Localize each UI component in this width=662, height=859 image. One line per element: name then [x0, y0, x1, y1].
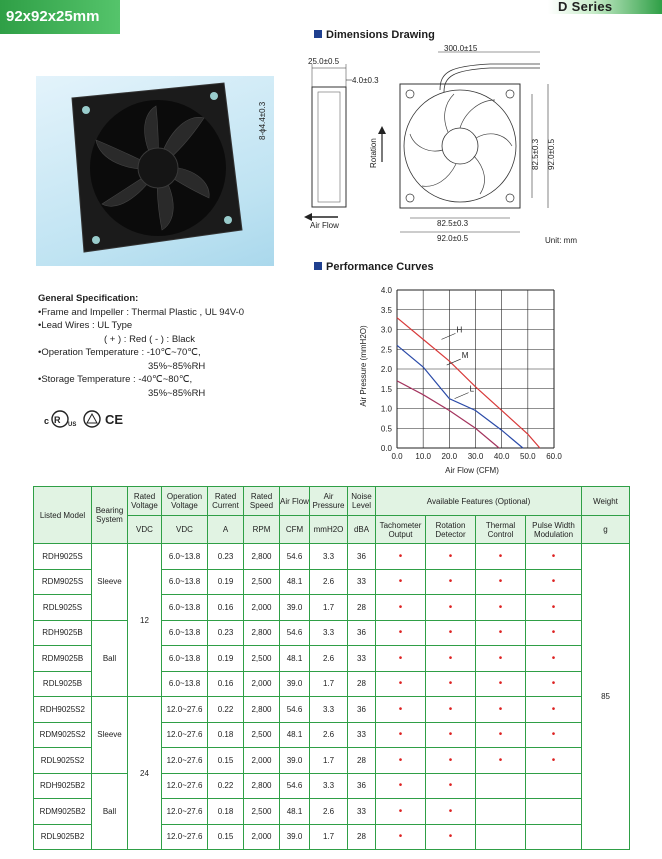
feature-cell	[376, 620, 426, 646]
airflow-cell: 39.0	[280, 595, 310, 621]
feature-cell	[376, 799, 426, 825]
feature-dot: •	[498, 576, 503, 588]
feature-dot: •	[398, 627, 403, 639]
feature-dot: •	[398, 576, 403, 588]
airflow-cell: 39.0	[280, 824, 310, 850]
noise-cell: 28	[348, 595, 376, 621]
feature-cell	[426, 671, 476, 697]
pressure-cell: 1.7	[310, 748, 348, 774]
feature-cell	[526, 824, 582, 850]
speed-cell: 2,500	[244, 722, 280, 748]
current-cell: 0.19	[208, 569, 244, 595]
airflow-cell: 39.0	[280, 671, 310, 697]
dim-pitch-h: 82.5±0.3	[437, 219, 469, 228]
dim-size-h: 92.0±0.5	[437, 234, 469, 243]
header-tach: Tachometer Output	[376, 516, 426, 544]
spec-heading: General Specification:	[38, 293, 139, 304]
feature-dot: •	[398, 831, 403, 843]
rated-voltage-cell: 24	[128, 697, 162, 850]
spec-line: 35%~85%RH	[148, 387, 206, 399]
feature-dot: •	[448, 754, 453, 766]
header-flow: Air Flow	[280, 487, 310, 516]
chart-callout	[455, 393, 469, 399]
feature-cell	[426, 748, 476, 774]
op-voltage-cell: 6.0~13.8	[162, 544, 208, 570]
op-voltage-cell: 12.0~27.6	[162, 697, 208, 723]
feature-dot: •	[398, 729, 403, 741]
unit-rated-voltage: VDC	[128, 516, 162, 544]
airflow-cell: 48.1	[280, 722, 310, 748]
feature-dot: •	[398, 678, 403, 690]
airflow-cell: 54.6	[280, 697, 310, 723]
feature-cell	[426, 722, 476, 748]
certification-marks	[44, 408, 136, 430]
series-label: D Series	[558, 0, 613, 14]
chart-ytick: 0.0	[380, 444, 392, 453]
current-cell: 0.18	[208, 722, 244, 748]
op-voltage-cell: 6.0~13.8	[162, 620, 208, 646]
pressure-cell: 2.6	[310, 722, 348, 748]
feature-dot: •	[551, 576, 556, 588]
model-cell: RDH9025B	[34, 620, 92, 646]
feature-dot: •	[448, 780, 453, 792]
feature-dot: •	[398, 754, 403, 766]
model-cell: RDL9025S	[34, 595, 92, 621]
feature-dot: •	[398, 805, 403, 817]
chart-xtick: 60.0	[546, 452, 562, 461]
dim-lead: 300.0±15	[444, 44, 478, 53]
header-pressure: Air Pressure	[310, 487, 348, 516]
current-cell: 0.16	[208, 595, 244, 621]
feature-cell	[476, 799, 526, 825]
svg-text:c: c	[44, 416, 50, 426]
feature-cell	[476, 595, 526, 621]
current-cell: 0.15	[208, 748, 244, 774]
feature-cell	[376, 595, 426, 621]
header-bearing: Bearing System	[92, 487, 128, 544]
feature-dot: •	[448, 550, 453, 562]
feature-cell	[376, 748, 426, 774]
header-speed: Rated Speed	[244, 487, 280, 516]
current-cell: 0.23	[208, 620, 244, 646]
header-current: Rated Current	[208, 487, 244, 516]
chart-ytick: 3.0	[380, 325, 392, 335]
header-pwm: Pulse Width Modulation	[526, 516, 582, 544]
header-weight: Weight	[582, 487, 630, 516]
header-rotation: Rotation Detector	[426, 516, 476, 544]
current-cell: 0.16	[208, 671, 244, 697]
chart-xtick: 0.0	[391, 452, 403, 461]
spec-line: •Frame and Impeller : Thermal Plastic , UL 94V-0	[38, 306, 245, 318]
feature-cell	[376, 722, 426, 748]
model-cell: RDH9025S	[34, 544, 92, 570]
feature-dot: •	[498, 627, 503, 639]
feature-dot: •	[551, 703, 556, 715]
op-voltage-cell: 12.0~27.6	[162, 799, 208, 825]
feature-cell	[526, 697, 582, 723]
speed-cell: 2,000	[244, 671, 280, 697]
pressure-cell: 3.3	[310, 773, 348, 799]
feature-dot: •	[498, 703, 503, 715]
feature-cell	[526, 569, 582, 595]
noise-cell: 33	[348, 799, 376, 825]
dimensions-heading	[314, 29, 435, 41]
feature-cell	[426, 773, 476, 799]
chart-series-L	[397, 381, 499, 448]
op-voltage-cell: 6.0~13.8	[162, 595, 208, 621]
spec-line: •Operation Temperature : -10℃~70℃,	[38, 347, 201, 358]
speed-cell: 2,800	[244, 544, 280, 570]
feature-dot: •	[448, 831, 453, 843]
feature-dot: •	[551, 729, 556, 741]
spec-line: ( + ) : Red ( - ) : Black	[104, 333, 196, 345]
noise-cell: 36	[348, 773, 376, 799]
noise-cell: 33	[348, 722, 376, 748]
fan-photo	[36, 76, 274, 266]
current-cell: 0.15	[208, 824, 244, 850]
chart-series-label: H	[456, 325, 463, 335]
header-noise: Noise Level	[348, 487, 376, 516]
feature-cell	[526, 799, 582, 825]
svg-text:US: US	[68, 422, 77, 428]
feature-cell	[526, 595, 582, 621]
airflow-cell: 48.1	[280, 799, 310, 825]
performance-heading-text: Performance Curves	[326, 261, 434, 273]
bearing-cell: Ball	[92, 620, 128, 697]
model-cell: RDM9025B2	[34, 799, 92, 825]
noise-cell: 36	[348, 697, 376, 723]
chart-ytick: 2.0	[380, 365, 392, 374]
airflow-cell: 54.6	[280, 773, 310, 799]
dim-rib: 4.0±0.3	[352, 76, 379, 85]
model-cell: RDM9025S	[34, 569, 92, 595]
performance-chart	[350, 282, 570, 477]
bearing-cell: Sleeve	[92, 697, 128, 774]
feature-cell	[476, 620, 526, 646]
model-cell: RDL9025B	[34, 671, 92, 697]
feature-cell	[526, 620, 582, 646]
performance-heading	[314, 261, 434, 273]
pressure-cell: 1.7	[310, 824, 348, 850]
speed-cell: 2,800	[244, 697, 280, 723]
rotation-label: Rotation	[369, 138, 378, 168]
feature-dot: •	[448, 601, 453, 613]
fan-image	[36, 76, 274, 266]
airflow-cell: 54.6	[280, 620, 310, 646]
speed-cell: 2,500	[244, 569, 280, 595]
airflow-cell: 54.6	[280, 544, 310, 570]
feature-dot: •	[448, 627, 453, 639]
svg-text:R: R	[54, 415, 61, 425]
spec-line: •Storage Temperature : -40℃~80℃,	[38, 374, 193, 385]
airflow-cell: 48.1	[280, 646, 310, 672]
feature-dot: •	[448, 678, 453, 690]
specification-table	[33, 486, 630, 850]
feature-cell	[376, 697, 426, 723]
dim-pitch-v: 82.5±0.3	[531, 138, 540, 170]
op-voltage-cell: 12.0~27.6	[162, 748, 208, 774]
pressure-cell: 3.3	[310, 620, 348, 646]
feature-cell	[376, 646, 426, 672]
pressure-cell: 1.7	[310, 595, 348, 621]
feature-dot: •	[448, 576, 453, 588]
feature-dot: •	[498, 678, 503, 690]
current-cell: 0.22	[208, 773, 244, 799]
unit-flow: CFM	[280, 516, 310, 544]
feature-dot: •	[398, 652, 403, 664]
weight-cell: 85	[582, 544, 630, 850]
chart-ytick: 0.5	[380, 424, 392, 434]
chart-xlabel: Air Flow (CFM)	[445, 466, 499, 475]
feature-cell	[526, 646, 582, 672]
chart-ylabel: Air Pressure (mmH2O)	[359, 325, 368, 407]
feature-cell	[476, 722, 526, 748]
feature-cell	[526, 748, 582, 774]
feature-cell	[476, 773, 526, 799]
chart-ytick: 1.0	[380, 404, 392, 414]
model-cell: RDL9025B2	[34, 824, 92, 850]
current-cell: 0.22	[208, 697, 244, 723]
speed-cell: 2,000	[244, 824, 280, 850]
speed-cell: 2,800	[244, 773, 280, 799]
unit-op-voltage: VDC	[162, 516, 208, 544]
noise-cell: 33	[348, 646, 376, 672]
feature-dot: •	[448, 805, 453, 817]
pressure-cell: 3.3	[310, 697, 348, 723]
airflow-cell: 48.1	[280, 569, 310, 595]
op-voltage-cell: 6.0~13.8	[162, 671, 208, 697]
chart-series-label: L	[469, 384, 475, 394]
airflow-label: Air Flow	[310, 221, 339, 230]
spec-line: •Lead Wires : UL Type	[38, 320, 133, 331]
feature-dot: •	[551, 652, 556, 664]
feature-dot: •	[398, 703, 403, 715]
feature-cell	[476, 697, 526, 723]
dimensions-heading-text: Dimensions Drawing	[326, 29, 435, 41]
op-voltage-cell: 12.0~27.6	[162, 773, 208, 799]
bearing-cell: Ball	[92, 773, 128, 850]
pressure-cell: 2.6	[310, 569, 348, 595]
pressure-cell: 2.6	[310, 646, 348, 672]
feature-dot: •	[551, 678, 556, 690]
feature-dot: •	[498, 754, 503, 766]
feature-cell	[376, 773, 426, 799]
feature-cell	[526, 544, 582, 570]
feature-cell	[476, 646, 526, 672]
feature-cell	[476, 544, 526, 570]
page-title: 92x92x25mm	[6, 8, 100, 25]
speed-cell: 2,000	[244, 748, 280, 774]
op-voltage-cell: 6.0~13.8	[162, 646, 208, 672]
speed-cell: 2,800	[244, 620, 280, 646]
header-features: Available Features (Optional)	[376, 487, 582, 516]
speed-cell: 2,500	[244, 646, 280, 672]
feature-dot: •	[498, 550, 503, 562]
table-row	[34, 544, 630, 570]
noise-cell: 28	[348, 748, 376, 774]
chart-xtick: 50.0	[520, 452, 536, 461]
unit-current: A	[208, 516, 244, 544]
header-model: Listed Model	[34, 487, 92, 544]
feature-cell	[426, 799, 476, 825]
chart-xtick: 10.0	[415, 452, 431, 461]
chart-ytick: 1.5	[380, 384, 392, 394]
unit-noise: dBA	[348, 516, 376, 544]
feature-cell	[426, 697, 476, 723]
unit-label: Unit: mm	[545, 236, 577, 245]
speed-cell: 2,000	[244, 595, 280, 621]
feature-cell	[376, 671, 426, 697]
table-row	[34, 697, 630, 723]
feature-dot: •	[398, 550, 403, 562]
unit-speed: RPM	[244, 516, 280, 544]
feature-dot: •	[551, 627, 556, 639]
rated-voltage-cell: 12	[128, 544, 162, 697]
model-cell: RDM9025S2	[34, 722, 92, 748]
chart-series-label: M	[461, 351, 469, 361]
model-cell: RDM9025B	[34, 646, 92, 672]
noise-cell: 28	[348, 671, 376, 697]
feature-dot: •	[448, 729, 453, 741]
feature-cell	[376, 824, 426, 850]
feature-dot: •	[398, 601, 403, 613]
chart-xtick: 40.0	[493, 452, 510, 461]
chart-xtick: 30.0	[467, 452, 484, 461]
dim-hole: 8-ϕ4.4±0.3	[258, 101, 267, 140]
feature-dot: •	[448, 652, 453, 664]
feature-cell	[526, 773, 582, 799]
header-rated-voltage: Rated Voltage	[128, 487, 162, 516]
header-thermal: Thermal Control	[476, 516, 526, 544]
op-voltage-cell: 12.0~27.6	[162, 824, 208, 850]
feature-dot: •	[498, 729, 503, 741]
feature-dot: •	[398, 780, 403, 792]
chart-callout	[441, 333, 455, 339]
feature-dot: •	[551, 601, 556, 613]
feature-dot: •	[551, 550, 556, 562]
feature-cell	[426, 569, 476, 595]
noise-cell: 28	[348, 824, 376, 850]
op-voltage-cell: 6.0~13.8	[162, 569, 208, 595]
feature-cell	[476, 748, 526, 774]
pressure-cell: 2.6	[310, 799, 348, 825]
feature-cell	[526, 671, 582, 697]
feature-cell	[426, 544, 476, 570]
bearing-cell: Sleeve	[92, 544, 128, 621]
current-cell: 0.18	[208, 799, 244, 825]
chart-ytick: 3.5	[380, 305, 392, 315]
unit-weight: g	[582, 516, 630, 544]
current-cell: 0.23	[208, 544, 244, 570]
dim-depth: 25.0±0.5	[308, 57, 340, 66]
feature-cell	[376, 569, 426, 595]
feature-dot: •	[448, 703, 453, 715]
feature-dot: •	[498, 652, 503, 664]
speed-cell: 2,500	[244, 799, 280, 825]
noise-cell: 36	[348, 620, 376, 646]
chart-ytick: 2.5	[380, 345, 392, 355]
feature-cell	[426, 824, 476, 850]
feature-cell	[426, 595, 476, 621]
table-row	[34, 773, 630, 799]
spec-line: 35%~85%RH	[148, 360, 206, 372]
feature-cell	[476, 569, 526, 595]
noise-cell: 33	[348, 569, 376, 595]
header-op-voltage: Operation Voltage	[162, 487, 208, 516]
feature-dot: •	[551, 754, 556, 766]
pressure-cell: 1.7	[310, 671, 348, 697]
table-row	[34, 620, 630, 646]
feature-cell	[476, 824, 526, 850]
svg-text:CE: CE	[105, 412, 124, 427]
model-cell: RDH9025S2	[34, 697, 92, 723]
noise-cell: 36	[348, 544, 376, 570]
chart-ytick: 4.0	[380, 286, 392, 295]
feature-cell	[476, 671, 526, 697]
feature-cell	[426, 620, 476, 646]
feature-cell	[376, 544, 426, 570]
general-specification	[38, 292, 244, 400]
airflow-cell: 39.0	[280, 748, 310, 774]
feature-cell	[526, 722, 582, 748]
pressure-cell: 3.3	[310, 544, 348, 570]
chart-xtick: 20.0	[441, 452, 458, 461]
current-cell: 0.19	[208, 646, 244, 672]
dim-size-v: 92.0±0.5	[547, 138, 556, 170]
model-cell: RDL9025S2	[34, 748, 92, 774]
model-cell: RDH9025B2	[34, 773, 92, 799]
feature-cell	[426, 646, 476, 672]
unit-pressure: mmH2O	[310, 516, 348, 544]
feature-dot: •	[498, 601, 503, 613]
op-voltage-cell: 12.0~27.6	[162, 722, 208, 748]
